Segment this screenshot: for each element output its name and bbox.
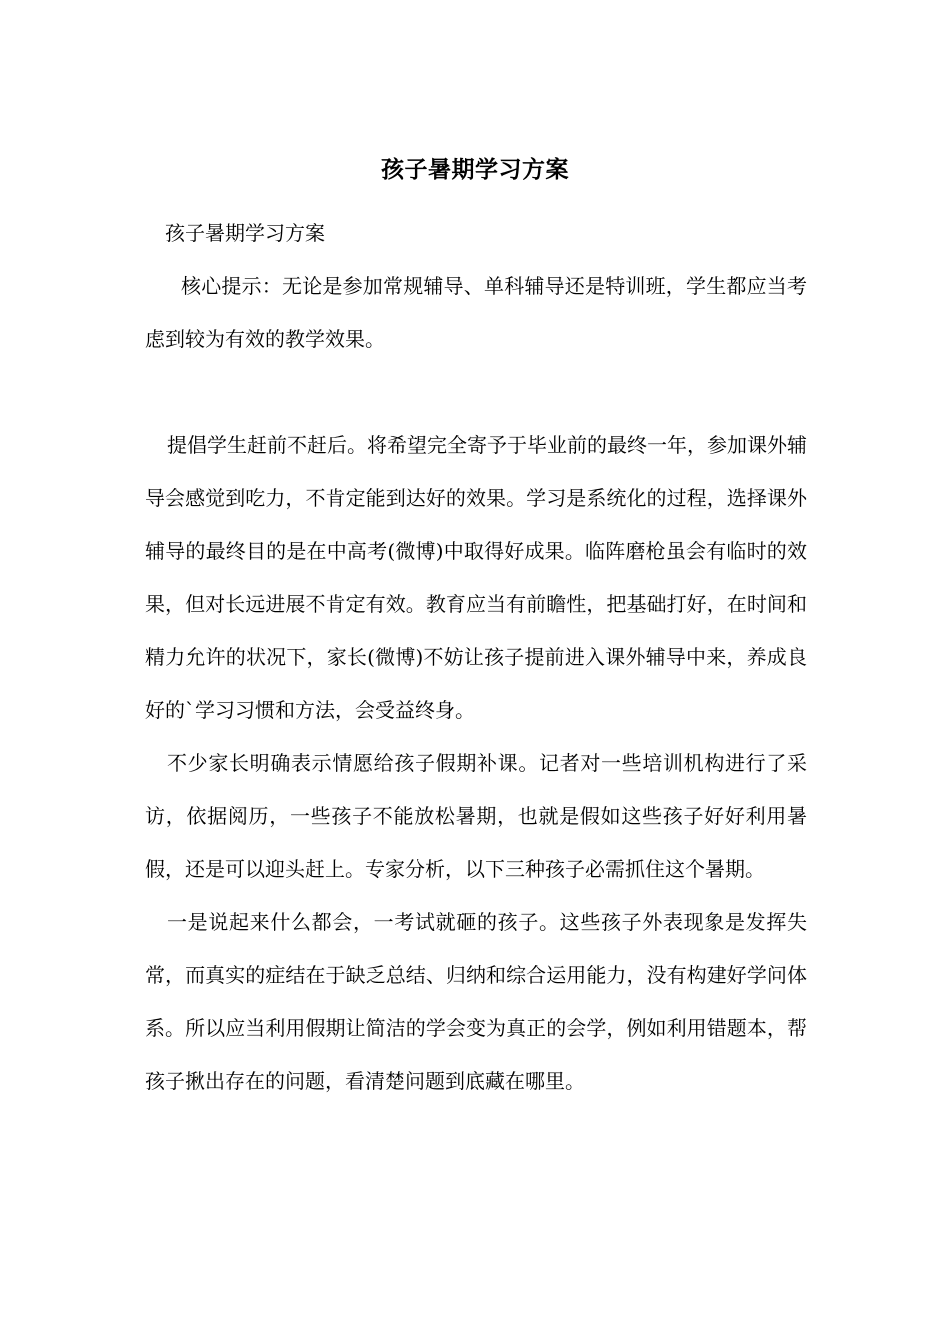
body-paragraph: 不少家长明确表示情愿给孩子假期补课。记者对一些培训机构进行了采访，依据阅历，一些孩子不能放松暑期，也就是假如这些孩子好好利用暑假，还是可以迎头赶上。专家分析，以下三种孩子必需抓住这个暑期。 [145, 751, 807, 881]
document-body [145, 207, 807, 1108]
body-paragraph: 一是说起来什么都会，一考试就砸的孩子。这些孩子外表现象是发挥失常，而真实的症结在于缺乏总结、归纳和综合运用能力，没有构建好学问体系。所以应当利用假期让简洁的学会变为真正的会学，例如利用错题本，帮孩子揪出存在的问题，看清楚问题到底藏在哪里。 [145, 910, 807, 1093]
document-subtitle: 孩子暑期学习方案 [165, 221, 325, 245]
document-title: 孩子暑期学习方案 [381, 156, 569, 183]
blank-line [145, 366, 807, 419]
core-tip-paragraph: 核心提示：无论是参加常规辅导、单科辅导还是特训班，学生都应当考虑到较为有效的教学效果。 [145, 274, 807, 351]
body-paragraph: 提倡学生赶前不赶后。将希望完全寄予于毕业前的最终一年，参加课外辅导会感觉到吃力，不肯定能到达好的效果。学习是系统化的过程，选择课外辅导的最终目的是在中高考(微博)中取得好成果。临阵磨枪虽会有临时的效果，但对长远进展不肯定有效。教育应当有前瞻性，把基础打好，在时间和精力允许的状况下，家长(微博)不妨让孩子提前进入课外辅导中来，养成良好的`学习习惯和方法，会受益终身。 [145, 433, 807, 722]
